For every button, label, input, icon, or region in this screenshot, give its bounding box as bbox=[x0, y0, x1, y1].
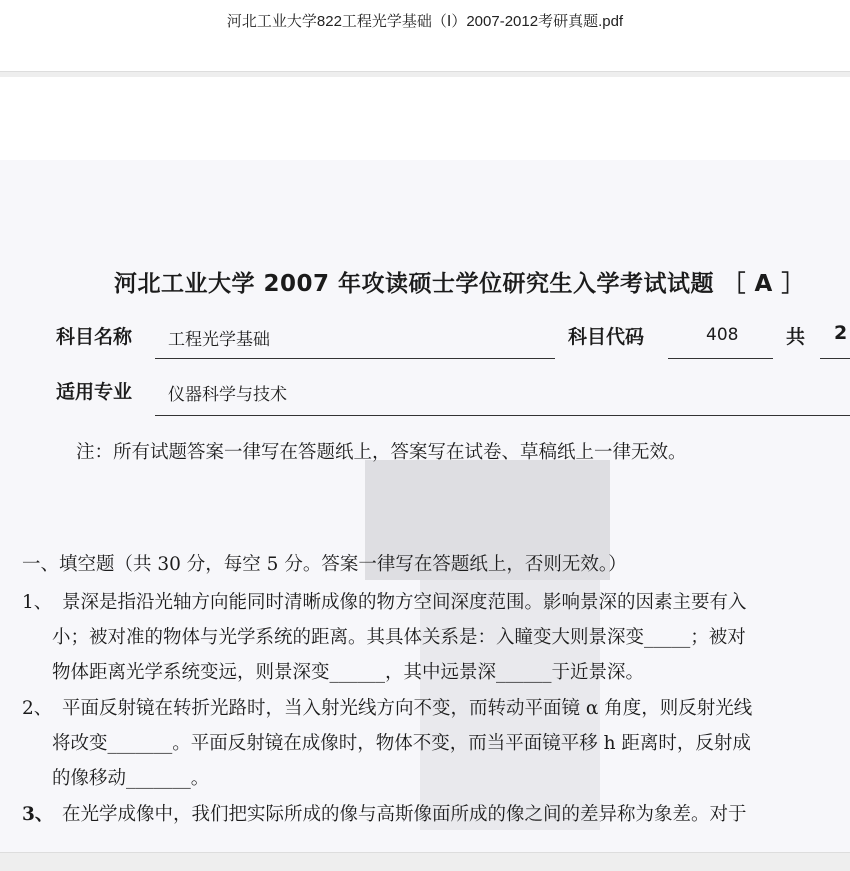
document-viewport[interactable] bbox=[0, 77, 850, 858]
question-line: 在光学成像中，我们把实际所成的像与高斯像面所成的像之间的差异称为象差。对于 bbox=[62, 804, 747, 825]
question-number: 1、 bbox=[22, 592, 53, 613]
question-line: 将改变_______。平面反射镜在成像时，物体不变，而当平面镜平移 h 距离时，反射成 bbox=[52, 733, 751, 754]
exam-note: 注：所有试题答案一律写在答题纸上，答案写在试卷、草稿纸上一律无效。 bbox=[76, 442, 687, 463]
underline bbox=[820, 358, 850, 359]
exam-title: 河北工业大学 2007 年攻读硕士学位研究生入学考试试题 ［ A ］ bbox=[114, 271, 805, 297]
question-line: 平面反射镜在转折光路时，当入射光线方向不变，而转动平面镜 α 角度，则反射光线 bbox=[62, 698, 753, 719]
subject-name-value: 工程光学基础 bbox=[168, 330, 270, 350]
file-title: 河北工业大学822工程光学基础（Ⅰ）2007-2012考研真题.pdf bbox=[226, 13, 624, 30]
question-line: 景深是指沿光轴方向能同时清晰成像的物方空间深度范围。影响景深的因素主要有入 bbox=[62, 592, 747, 613]
major-label: 适用专业 bbox=[56, 381, 133, 403]
underline bbox=[155, 358, 555, 359]
major-value: 仪器科学与技术 bbox=[168, 385, 287, 405]
viewer-header bbox=[0, 0, 850, 72]
total-pages-label: 共 bbox=[786, 326, 806, 348]
question-line: 小；被对准的物体与光学系统的距离。其具体关系是：入瞳变大则景深变_____；被对 bbox=[52, 627, 746, 648]
total-pages-value: 2 bbox=[834, 322, 848, 344]
underline bbox=[668, 358, 773, 359]
question-number: 2、 bbox=[22, 698, 53, 719]
subject-code-value: 408 bbox=[706, 325, 739, 345]
section-title: 一、填空题（共 30 分，每空 5 分。答案一律写在答题纸上，否则无效。） bbox=[22, 554, 627, 575]
question-line: 物体距离光学系统变远，则景深变______，其中远景深______于近景深。 bbox=[52, 662, 645, 683]
question-number: 3、 bbox=[22, 804, 54, 825]
scanned-page bbox=[0, 160, 850, 858]
viewer-footer bbox=[0, 852, 850, 871]
subject-name-label: 科目名称 bbox=[56, 326, 133, 348]
question-line: 的像移动_______。 bbox=[52, 768, 210, 789]
subject-code-label: 科目代码 bbox=[568, 326, 645, 348]
underline bbox=[155, 415, 850, 416]
